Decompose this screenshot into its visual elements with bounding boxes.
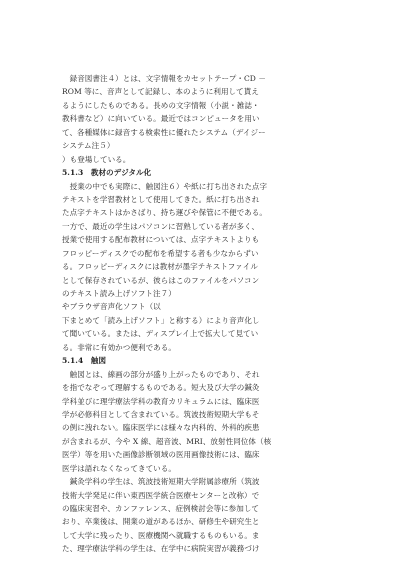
text-line: 技術大学発足に伴い東西医学統合医療センターと改称）で	[62, 490, 260, 500]
text-line: る。非常に有効かつ便利である。	[62, 342, 176, 352]
text-line: として保存されているが、彼らはこのファイルをパソコン	[62, 275, 260, 285]
text-line: 触図とは、線画の部分が盛り上がったものであり、それ	[62, 369, 260, 379]
text-line: て、各種媒体に録音する検索性に優れたシステム（デイジー	[62, 127, 266, 137]
text-line: るようにしたものである。長めの文字情報（小説・雑誌・	[62, 100, 260, 110]
text-line: 医学は語れなくなってきている。	[62, 463, 176, 473]
text-line: システム注５）	[62, 141, 115, 151]
text-line: やブラウザ音声化ソフト（以	[62, 302, 161, 312]
body-text	[62, 72, 352, 556]
text-line: の例に洩れない。臨床医学には様々な内科的、外科的疾患	[62, 423, 260, 433]
text-line: テキストを学習教材として使用してきた。紙に打ち出され	[62, 194, 260, 204]
text-line: 学科並びに理学療法学科の教育カリキュラムには、臨床医	[62, 396, 260, 406]
text-line: ROM 等に、音声として記録し、本のように利用して貰え	[62, 87, 259, 97]
text-line: 医学）等を用いた画像診断領域の医用画像技術には、臨床	[62, 450, 260, 460]
text-line: 学が必修科目として含まれている。筑波技術短期大学もそ	[62, 409, 260, 419]
text-line: して大学に残ったり、医療機関へ就職するものもいる。ま	[62, 530, 260, 540]
section-heading: 5.1.4 触図	[62, 356, 107, 366]
text-line: のテキスト読み上げソフト注７）	[62, 289, 176, 298]
text-line: 録音図書注４）とは、文字情報をカセットテープ・CD －	[62, 74, 266, 83]
text-line: た点字テキストはかさばり、持ち運びや保管に不便である。	[62, 208, 267, 218]
text-line: を指でなぞって理解するものである。短大及び大学の鍼灸	[62, 383, 260, 393]
text-line: 教科書など）に向いている。最近ではコンピュータを用い	[62, 114, 260, 124]
text-line: 鍼灸学科の学生は、筑波技術短期大学附属診療所（筑波	[62, 477, 260, 487]
text-line: ）も登場している。	[62, 154, 131, 164]
text-line: 授業の中でも実際に、触図注６）や紙に打ち出された点字	[62, 181, 268, 191]
text-line: て聞いている。または、ディスプレイ上で拡大して見てい	[62, 329, 259, 339]
text-line: た、理学療法学科の学生は、在学中に病院実習が義務づけ	[62, 544, 260, 554]
text-line: 授業で使用する配布教材については、点字テキストよりも	[62, 235, 260, 245]
text-line: が含まれるが、今や X 線、超音波、MRI、放射性同位体（核	[62, 436, 272, 446]
text-line: 下まとめて「読み上げソフト」と称する）により音声化し	[62, 315, 260, 325]
section-heading: 5.1.3 教材のデジタル化	[62, 168, 152, 178]
text-line: おり、卒業後は、開業の道があるほか、研修生や研究生と	[62, 517, 260, 527]
text-line: フロッピーディスクでの配布を希望する者も少なからずい	[62, 248, 259, 258]
text-line: の臨床実習や、カンファレンス、症例検討会等に参加して	[62, 504, 260, 513]
text-line: る。フロッピーディスクには教材が墨字テキストファイル	[62, 262, 258, 272]
text-line: 一方で、最近の学生はパソコンに習熟している者が多く、	[62, 221, 260, 231]
